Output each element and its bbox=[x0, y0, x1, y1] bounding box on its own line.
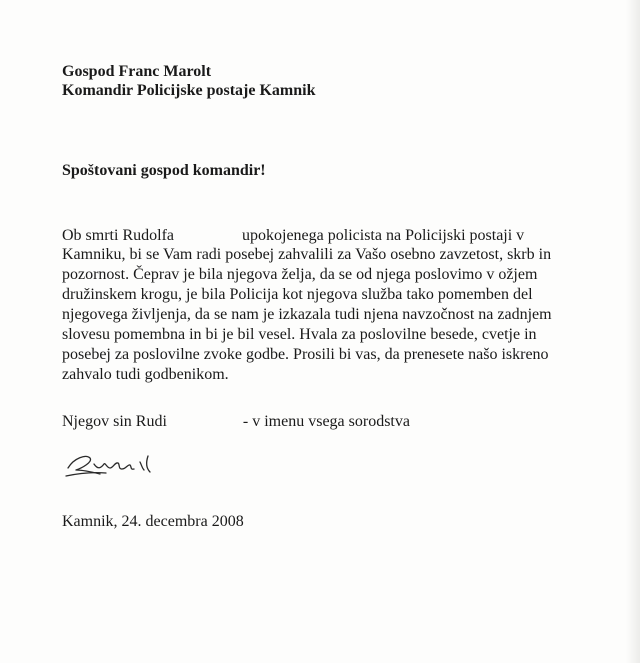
handwritten-signature bbox=[60, 446, 180, 486]
body-line: Kamniku, bi se Vam radi posebej zahvalili za Vašo osebno zavzetost, skrb in bbox=[62, 246, 552, 263]
body-line: pozornost. Čeprav je bila njegova želja, da se od njega poslovimo v ožjem bbox=[62, 266, 538, 283]
closing-family: - v imenu vsega sorodstva bbox=[242, 413, 410, 430]
date-line: Kamnik, 24. decembra 2008 bbox=[62, 513, 244, 530]
body-line: družinskem krogu, je bila Policija kot njegova služba tako pomemben del bbox=[62, 286, 533, 303]
salutation: Spoštovani gospod komandir! bbox=[62, 162, 266, 179]
body-line-text: upokojenega policista na Policijski postaji v bbox=[242, 227, 525, 244]
body-line: posebej za poslovilne zvoke godbe. Prosili bi vas, da prenesete našo iskreno bbox=[62, 346, 549, 363]
scan-edge-shadow bbox=[626, 0, 640, 663]
body-line: zahvalo tudi godbenikom. bbox=[62, 366, 229, 383]
body-line: njegovega življenja, da se nam je izkazala tudi njena navzočnost na zadnjem bbox=[62, 306, 552, 323]
recipient-title: Komandir Policijske postaje Kamnik bbox=[62, 82, 316, 99]
recipient-name: Gospod Franc Marolt bbox=[62, 63, 212, 80]
closing-line bbox=[62, 412, 410, 431]
body-line: slovesu pomembna in bi je bil vesel. Hvala za poslovilne besede, cvetje in bbox=[62, 326, 537, 343]
body-line bbox=[62, 226, 524, 245]
closing-son: Njegov sin Rudi bbox=[62, 413, 167, 430]
body-line-text: Ob smrti Rudolfa bbox=[62, 227, 174, 244]
